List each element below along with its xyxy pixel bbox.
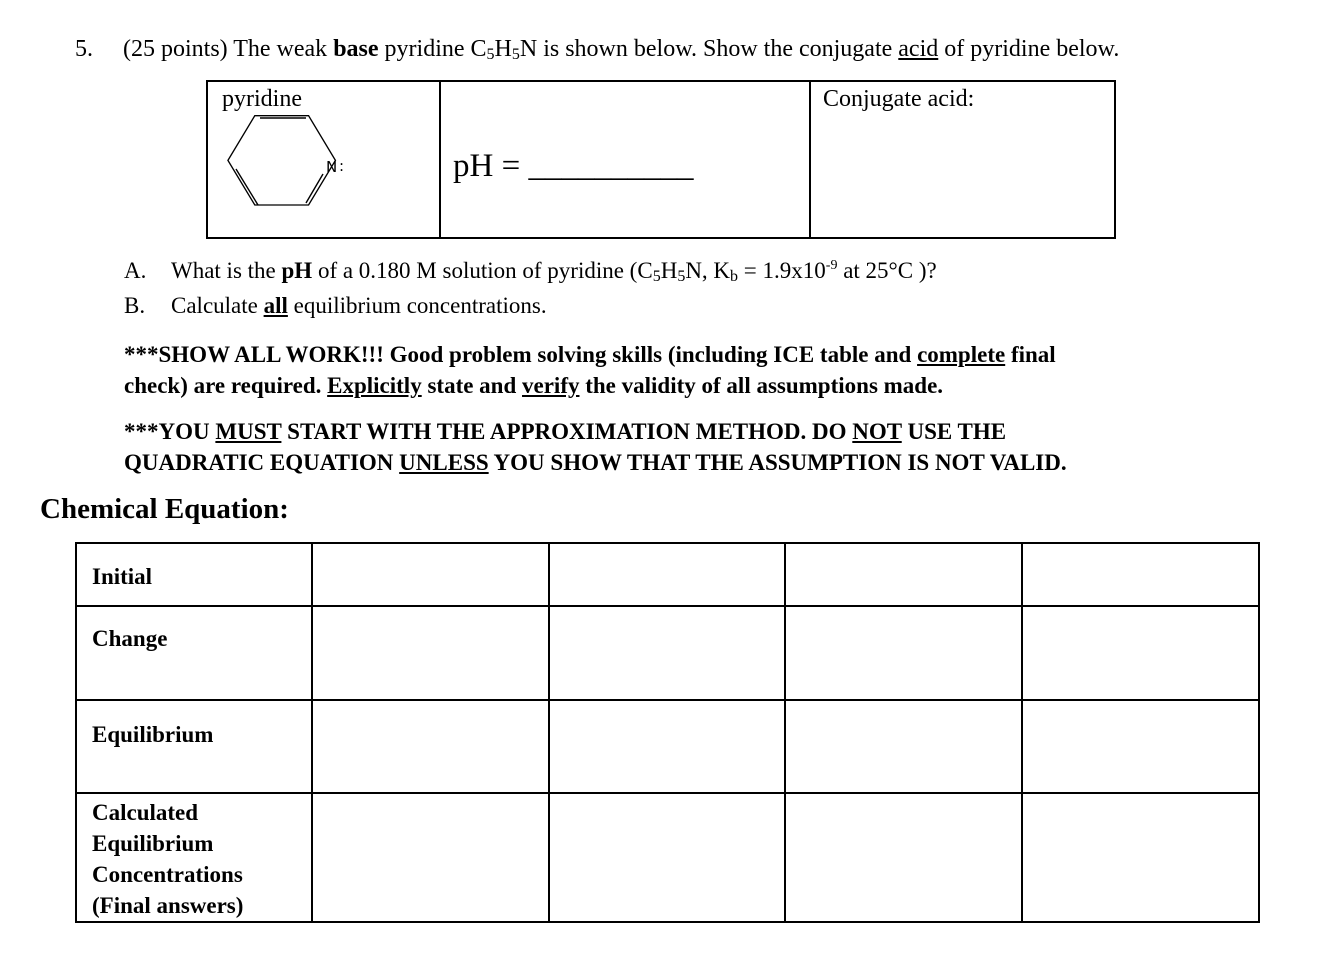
- show-work-note: ***SHOW ALL WORK!!! Good problem solving skills (including ICE table and complete final check) are required. Explicitly state and verify the validity of all assumptions made.: [124, 342, 1056, 398]
- ph-blank: __________: [528, 148, 694, 184]
- pyridine-label: pyridine: [222, 86, 302, 112]
- question-5: 5. (25 points) The weak base pyridine C5H5N is shown below. Show the conjugate acid of pyridine below.: [75, 36, 1120, 63]
- double-bond-right: [306, 174, 323, 203]
- table-cell[interactable]: [785, 793, 1022, 922]
- table-cell[interactable]: [549, 606, 785, 700]
- row-label-equilibrium: Equilibrium: [76, 700, 312, 793]
- table-row: [76, 793, 1259, 922]
- conjugate-acid-cell: [809, 82, 1114, 237]
- table-cell[interactable]: [785, 606, 1022, 700]
- row-label-initial: Initial: [76, 543, 312, 606]
- double-bond-left: [236, 169, 258, 205]
- pyridine-structure: [222, 114, 362, 214]
- lone-pair: :: [339, 157, 345, 175]
- table-cell[interactable]: [312, 793, 549, 922]
- table-row: [76, 543, 1259, 606]
- question-number: 5.: [75, 36, 93, 62]
- table-cell[interactable]: [549, 543, 785, 606]
- row-label-calculated: Calculated Equilibrium Concentrations (Final answers): [76, 793, 312, 922]
- ice-table: [75, 542, 1260, 923]
- pyridine-cell: [208, 82, 441, 237]
- table-cell[interactable]: [312, 543, 549, 606]
- table-cell[interactable]: [1022, 606, 1259, 700]
- table-cell[interactable]: [312, 606, 549, 700]
- conjugate-acid-label: Conjugate acid:: [823, 86, 975, 112]
- pyridine-table: [206, 80, 1116, 239]
- item-b: B. Calculate all equilibrium concentrations.: [124, 293, 547, 318]
- nitrogen-atom: N: [326, 158, 338, 176]
- table-cell[interactable]: [785, 700, 1022, 793]
- table-cell[interactable]: [312, 700, 549, 793]
- ph-answer: pH = __________: [453, 148, 694, 184]
- table-cell[interactable]: [549, 700, 785, 793]
- row-label-change: Change: [76, 606, 312, 700]
- table-row: [76, 700, 1259, 793]
- ph-cell: [439, 82, 811, 237]
- table-cell[interactable]: [1022, 543, 1259, 606]
- item-a: A. What is the pH of a 0.180 M solution of pyridine (C5H5N, $Kb = 1.9x10^{-9}$ at 25°C )?: [124, 258, 937, 285]
- table-cell[interactable]: [1022, 700, 1259, 793]
- table-cell[interactable]: [549, 793, 785, 922]
- approximation-note: ***YOU MUST START WITH THE APPROXIMATION METHOD. DO NOT USE THE QUADRATIC EQUATION UNLESS YOU SHOW THAT THE ASSUMPTION IS NOT VALID.: [124, 419, 1067, 475]
- pyridine-ring: [228, 116, 336, 205]
- table-cell[interactable]: [1022, 793, 1259, 922]
- table-row: [76, 606, 1259, 700]
- table-cell[interactable]: [785, 543, 1022, 606]
- chemical-equation-heading: Chemical Equation:: [40, 493, 289, 525]
